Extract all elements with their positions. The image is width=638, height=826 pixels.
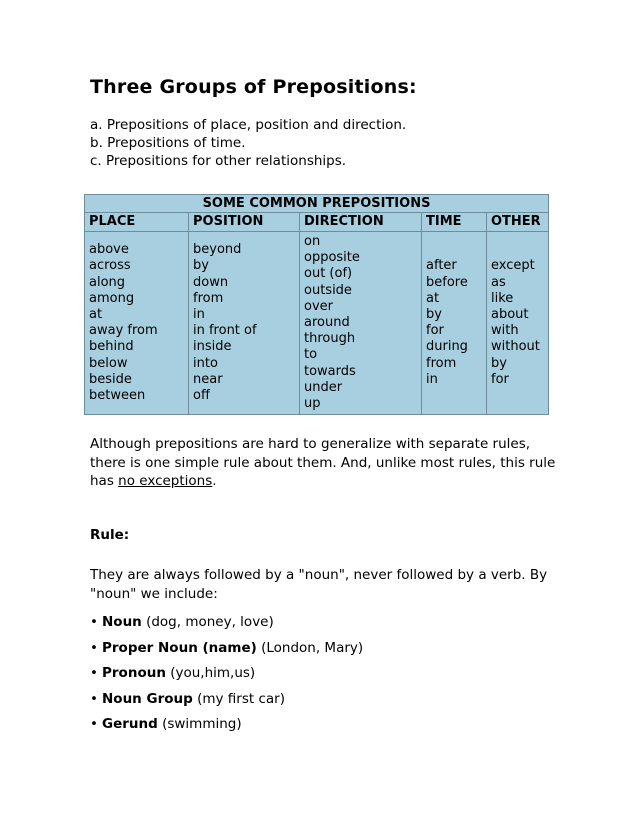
bullet-icon: •: [90, 690, 98, 707]
preposition-item: about: [491, 306, 529, 322]
preposition-item: off: [193, 387, 210, 403]
list-item: [90, 687, 363, 713]
preposition-item: on: [304, 234, 321, 249]
preposition-item: except: [491, 258, 535, 274]
preposition-item: as: [491, 274, 506, 290]
preposition-item: along: [89, 274, 126, 290]
preposition-item: for: [491, 371, 509, 387]
preposition-item: under: [304, 379, 343, 395]
header-other: OTHER: [487, 213, 549, 232]
preposition-item: across: [89, 258, 131, 274]
preposition-item: opposite: [304, 250, 360, 266]
column-place: [85, 232, 189, 415]
preposition-item: behind: [89, 339, 134, 355]
preposition-item: from: [426, 355, 457, 371]
list-example: (dog, money, love): [141, 614, 274, 630]
preposition-item: like: [491, 290, 514, 306]
preposition-item: to: [304, 347, 318, 363]
list-term: Proper Noun (name): [102, 639, 257, 656]
rule-text: They are always followed by a "noun", never followed by a verb. By "noun" we include:: [90, 567, 548, 602]
preposition-item: after: [426, 258, 457, 274]
preposition-item: above: [89, 242, 129, 258]
bullet-icon: •: [90, 716, 98, 732]
list-item: [90, 712, 363, 738]
column-position: [189, 232, 300, 415]
list-example: (swimming): [157, 716, 242, 732]
list-example: (London, Mary): [256, 639, 364, 656]
intro-paragraph: [90, 435, 560, 491]
paragraph-text: Although prepositions are hard to generalize with separate rules, there is one simple rule about them. And, unlike most rules, this rule has: [90, 436, 556, 489]
group-c: c. Prepositions for other relationships.: [90, 153, 347, 169]
preposition-item: near: [193, 371, 223, 387]
preposition-item: in front of: [193, 323, 257, 339]
preposition-item: towards: [304, 363, 356, 379]
preposition-item: down: [193, 274, 229, 290]
list-term: Noun: [102, 614, 142, 630]
bullet-icon: •: [90, 639, 98, 656]
no-exceptions-text: no exceptions: [118, 473, 213, 489]
preposition-item: in: [426, 371, 438, 387]
groups-list: [90, 116, 406, 170]
header-time: TIME: [422, 213, 487, 232]
list-item: [90, 610, 363, 636]
group-a: a. Prepositions of place, position and direction.: [90, 117, 407, 133]
preposition-item: over: [304, 298, 333, 314]
preposition-item: at: [89, 306, 103, 322]
bullet-icon: •: [90, 614, 98, 630]
preposition-item: at: [426, 290, 440, 306]
preposition-item: outside: [304, 282, 352, 298]
preposition-item: beyond: [193, 242, 242, 258]
preposition-item: between: [89, 387, 146, 403]
preposition-item: away from: [89, 323, 158, 339]
header-place: PLACE: [85, 213, 189, 232]
preposition-item: below: [89, 355, 128, 371]
list-example: (you,him,us): [165, 665, 256, 681]
preposition-item: with: [491, 323, 519, 339]
preposition-item: from: [193, 290, 224, 306]
preposition-item: by: [193, 258, 209, 274]
list-item: [90, 636, 363, 662]
preposition-item: for: [426, 323, 444, 339]
rule-heading: Rule:: [90, 527, 130, 543]
preposition-item: through: [304, 331, 356, 347]
header-position: POSITION: [189, 213, 300, 232]
list-term: Pronoun: [102, 665, 166, 681]
preposition-item: into: [193, 355, 218, 371]
preposition-item: out (of): [304, 266, 353, 282]
list-term: Gerund: [102, 716, 158, 732]
preposition-item: around: [304, 315, 350, 331]
noun-list: [90, 610, 363, 738]
preposition-item: in: [193, 306, 205, 322]
preposition-item: before: [426, 274, 468, 290]
column-other: [487, 232, 549, 415]
preposition-item: beside: [89, 371, 132, 387]
preposition-item: by: [426, 306, 442, 322]
bullet-icon: •: [90, 665, 98, 681]
prepositions-table: [84, 194, 549, 415]
list-item: [90, 661, 363, 687]
preposition-item: during: [426, 339, 468, 355]
group-b: b. Prepositions of time.: [90, 135, 246, 151]
column-direction: [300, 232, 422, 415]
table-title: SOME COMMON PREPOSITIONS: [85, 195, 549, 213]
paragraph-end: .: [212, 473, 217, 489]
page-title: Three Groups of Prepositions:: [90, 76, 417, 98]
preposition-item: inside: [193, 339, 232, 355]
preposition-item: up: [304, 396, 321, 412]
header-direction: DIRECTION: [300, 213, 422, 232]
list-term: Noun Group: [102, 690, 193, 707]
column-time: [422, 232, 487, 415]
preposition-item: without: [491, 339, 540, 355]
preposition-item: by: [491, 355, 507, 371]
list-example: (my first car): [192, 690, 285, 707]
preposition-item: among: [89, 290, 135, 306]
